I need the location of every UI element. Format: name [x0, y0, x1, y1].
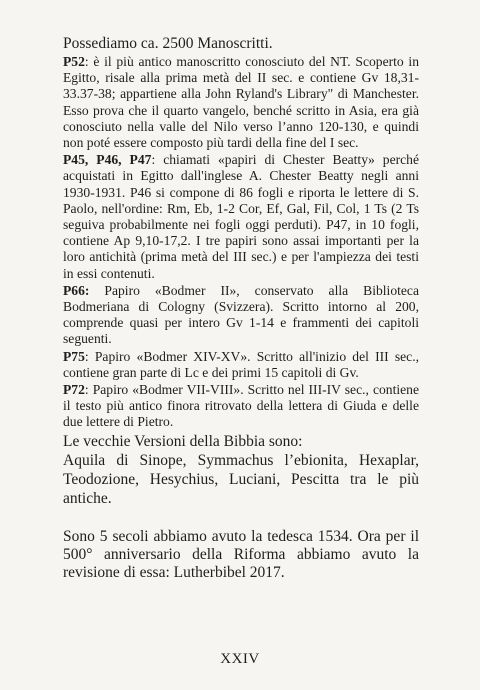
entry-text: : è il più antico manoscritto conosciuto del NT. Scoperto in Egitto, risale alla prima metà del II sec. e contiene Gv 18,31-33.37-38; appartiene alla John Ryland's Library" di Manchester. Esso prova che il quarto vangelo, benché scritto in Asia, era già conosciuto nella valle del Nilo verso l’anno 120-130, e quindi non poté essere composto più tardi della fine del I sec.: [63, 54, 419, 151]
entry-label: P75: [63, 348, 85, 364]
entry-label: P52: [63, 54, 85, 69]
entry-label: P66:: [63, 282, 90, 298]
entry-text: : Papiro «Bodmer XIV-XV». Scritto all'inizio del III sec., contiene gran parte di Lc e dei primi 15 capitoli di Gv.: [63, 348, 419, 380]
entry-text: Papiro «Bodmer II», conservato alla Biblioteca Bodmeriana di Cologny (Svizzera). Scritto intorno al 200, comprende quasi per intero Gv 1-14 e frammenti dei capitoli seguenti.: [63, 282, 419, 347]
manuscript-entry-p45-p46-p47: [63, 152, 419, 282]
page-number: XXIV: [220, 651, 260, 667]
entry-label: P45, P46, P47: [63, 152, 152, 168]
manuscript-entry-p72: [63, 382, 419, 431]
entry-label: P72: [63, 382, 85, 398]
manuscript-entry-p75: [63, 349, 419, 381]
page-content: [63, 35, 419, 582]
entry-text: : chiamati «papiri di Chester Beatty» perché acquistati in Egitto dall'inglese A. Chester Beatty negli anni 1930-1931. P46 si compone di 86 fogli e riporta le lettere di S. Paolo, nell'ordine: Rm, Eb, 1-2 Cor, Ef, Gal, Fil, Col, 1 Ts (2 Ts seguiva probabilmente nei fogli oggi perduti). P47, in 10 fogli, contiene Ap 9,10-17,2. I tre papiri sono assai importanti per la loro antichità (prima metà del III sec.) e per l'ampiezza dei testi in essi contenuti.: [63, 152, 419, 281]
closing-paragraph: Sono 5 secoli abbiamo avuto la tedesca 1534. Ora per il 500° anniversario della Riforma abbiamo avuto la revisione di essa: Lutherbibel 2017.: [63, 527, 419, 581]
versions-heading: Le vecchie Versioni della Bibbia sono:: [63, 432, 303, 450]
entry-text: : Papiro «Bodmer VII-VIII». Scritto nel III-IV sec., contiene il testo più antico finora ritrovato della lettera di Giuda e delle due lettere di Pietro.: [63, 382, 419, 430]
intro-line: Possediamo ca. 2500 Manoscritti.: [63, 35, 273, 52]
manuscript-entry-p52: [63, 54, 419, 151]
versions-list: Aquila di Sinope, Symmachus l’ebionita, Hexaplar, Teodozione, Hesychius, Luciani, Pescitta tra le più antiche.: [63, 451, 419, 507]
manuscript-entry-p66: [63, 283, 419, 348]
